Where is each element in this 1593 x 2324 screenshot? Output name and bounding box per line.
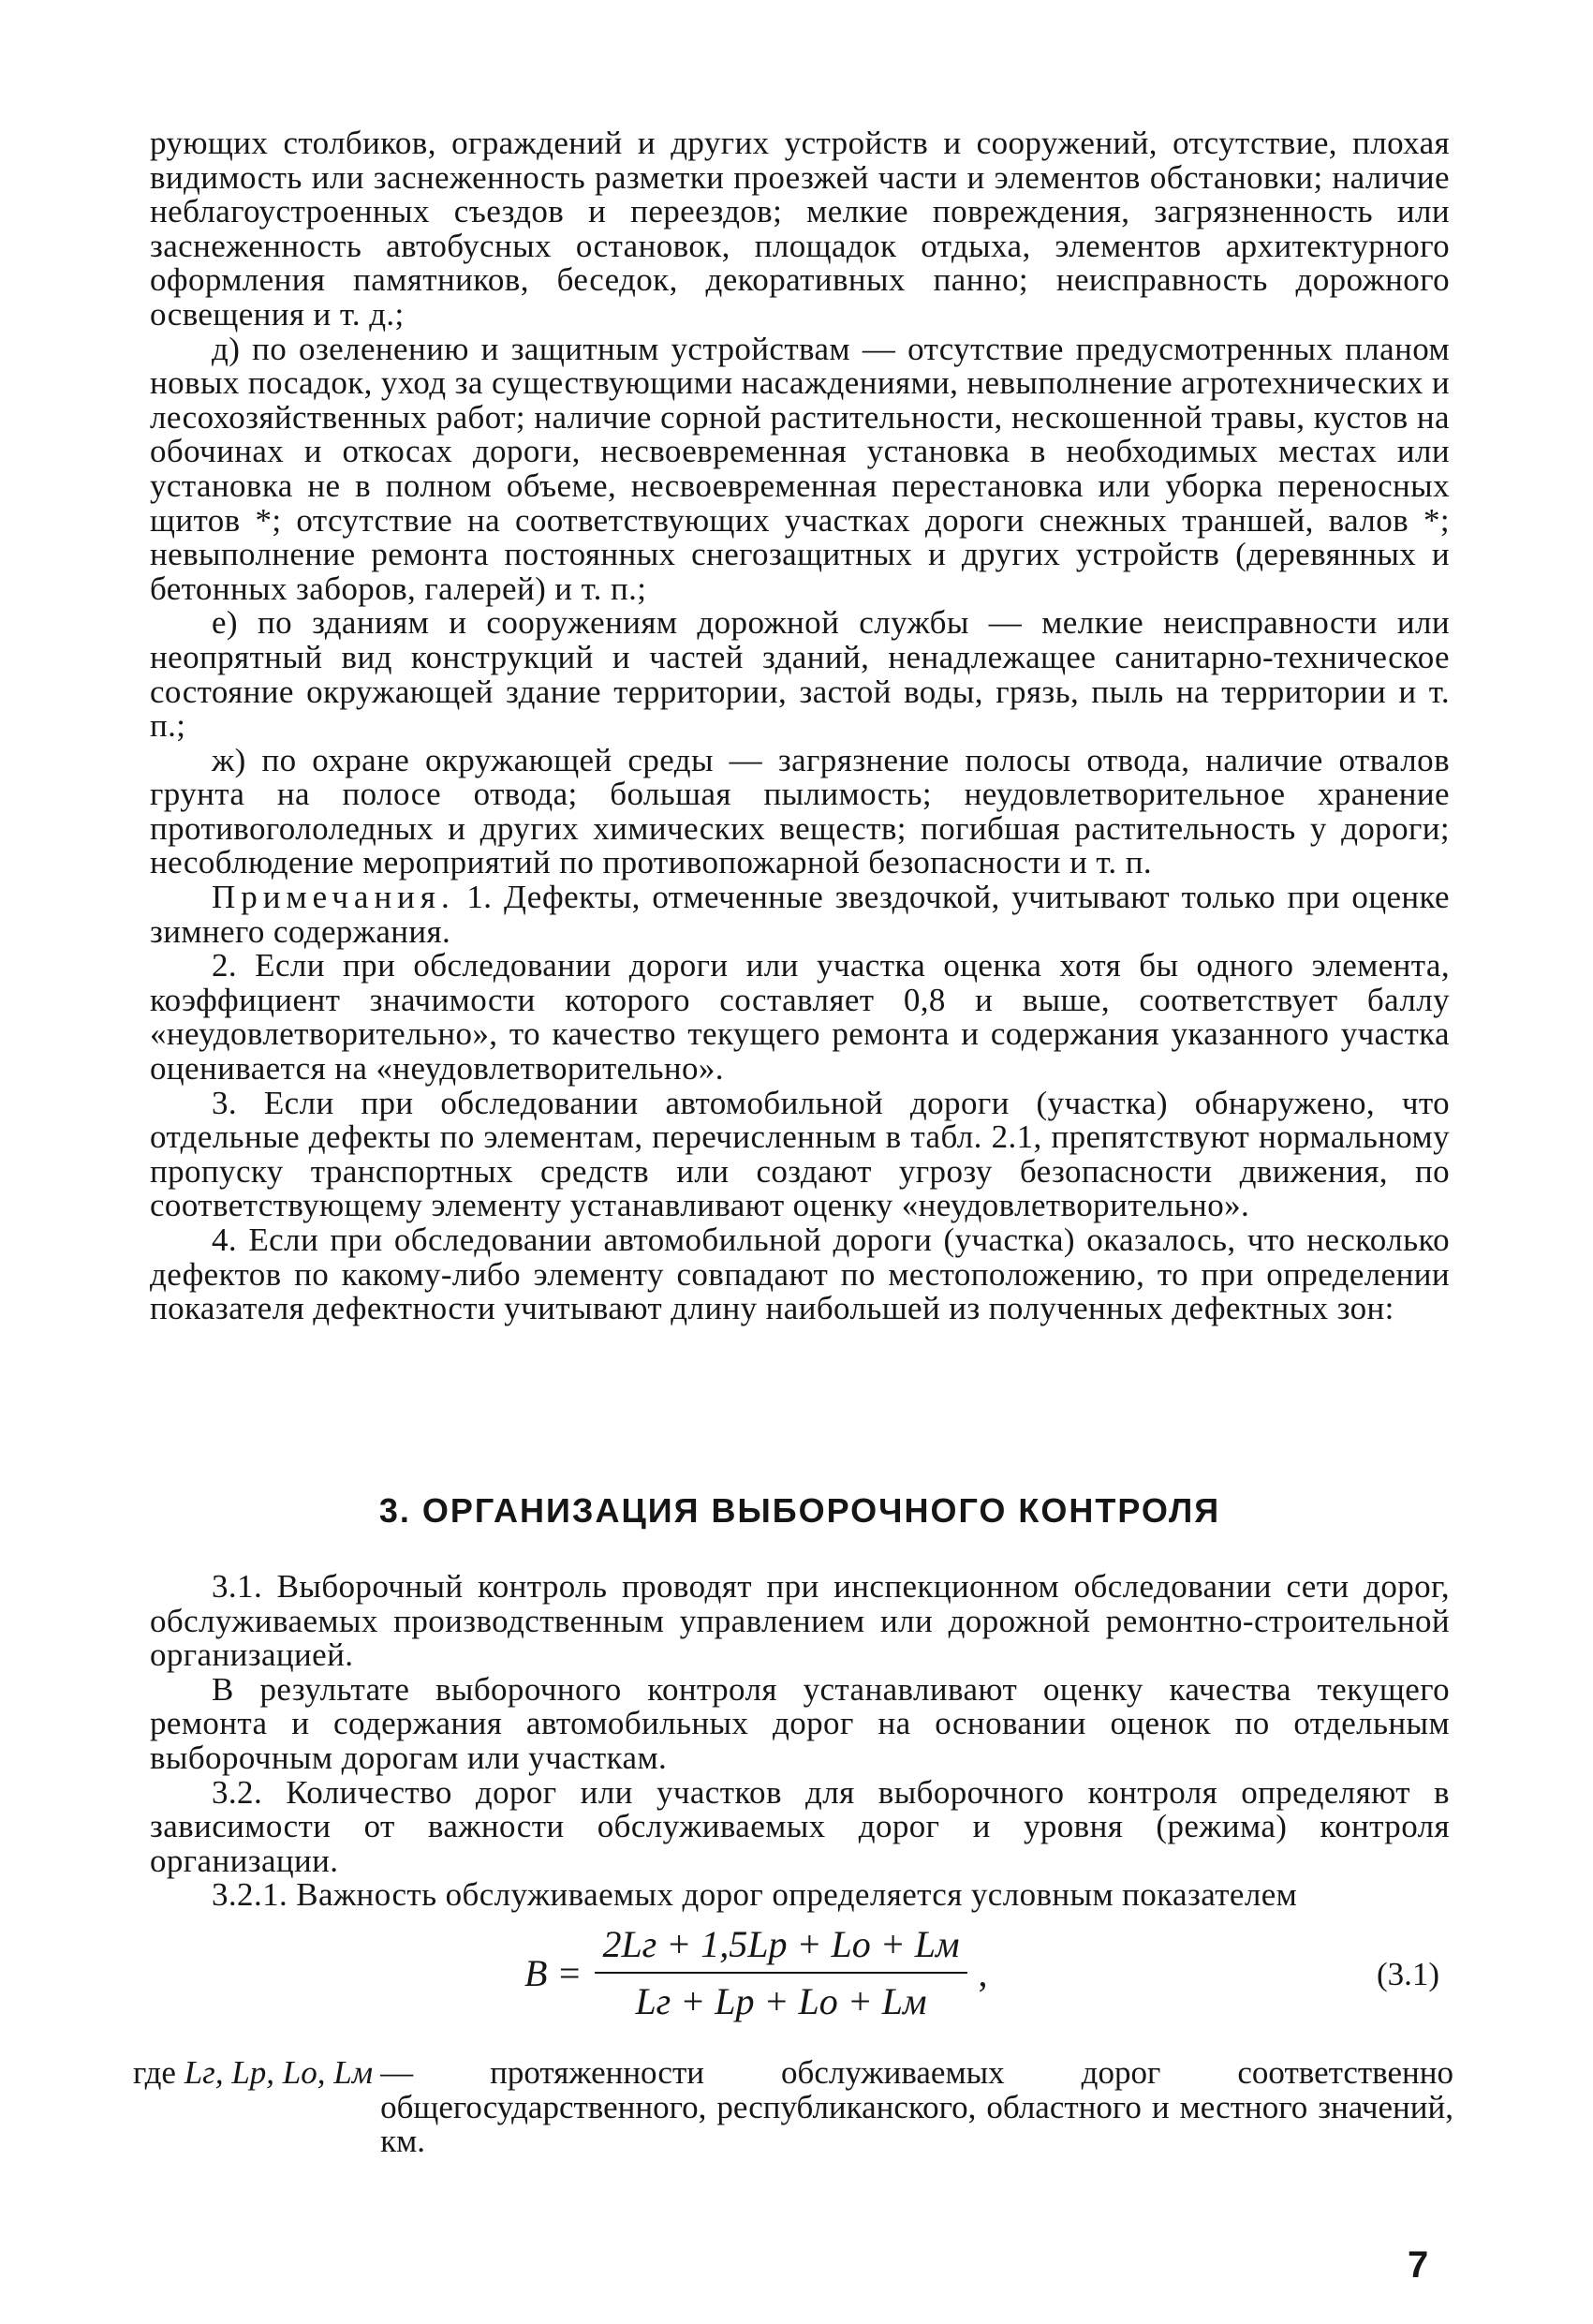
note-1: 1. Дефекты, отмеченные звездочкой, учитывают только при оценке зимнего содержания.: [150, 879, 1450, 950]
note-3: 3. Если при обследовании автомобильной дороги (участка) обнаружено, что отдельные дефекты по элементам, перечисленным в табл. 2.1, препятствуют нормальному пропуску транспортных средств или создают угрозу безопасности движения, по соответствующему элементу устанавливают оценку «неудовлетворительно».: [150, 1084, 1450, 1224]
paragraph-continuation: рующих столбиков, ограждений и других устройств и сооружений, отсутствие, плохая видимость или заснеженность разметки проезжей части и элементов обстановки; наличие неблагоустроенных съездов и переездов; мелкие повреждения, загрязненность или заснеженность автобусных остановок, площадок отдыха, элементов архитектурного оформления памятников, беседок, декоративных панно; неисправность дорожного освещения и т. д.;: [150, 125, 1450, 333]
note-2: 2. Если при обследовании дороги или участка оценка хотя бы одного элемента, коэффициент значимости которого составляет 0,8 и выше, соответствует баллу «неудовлетворительно», то качество текущего ремонта и содержания указанного участка оценивается на «неудовлетворительно».: [150, 947, 1450, 1088]
paragraph-3-2-1: 3.2.1. Важность обслуживаемых дорог определяется условным показателем: [212, 1876, 1298, 1914]
section-heading: 3. ОРГАНИЗАЦИЯ ВЫБОРОЧНОГО КОНТРОЛЯ: [378, 1491, 1221, 1530]
note-4: 4. Если при обследовании автомобильной дороги (участка) оказалось, что несколько дефектов по какому-либо элементу совпадают по местоположению, то при определении показателя дефектности учитывают длину наибольшей из полученных дефектных зон:: [150, 1221, 1450, 1327]
paragraph-item-zh: ж) по охране окружающей среды — загрязнение полосы отвода, наличие отвалов грунта на полосе отвода; большая пылимость; неудовлетворительное хранение противогололедных и других химических веществ; погибшая растительность у дороги; несоблюдение мероприятий по противопожарной безопасности и т. п.: [150, 741, 1450, 881]
formula-comma: ,: [978, 1951, 988, 1994]
where-block: [133, 2056, 1453, 2159]
section-body: [150, 1570, 1450, 1913]
equation-number: (3.1): [1377, 1956, 1440, 1992]
where-vars: [133, 2056, 380, 2159]
paragraph-result: В результате выборочного контроля устанавливают оценку качества текущего ремонта и содержания автомобильных дорог на основании оценок по отдельным выборочным дорогам или участкам.: [150, 1670, 1450, 1776]
where-definition: — протяженности обслуживаемых дорог соответственно общегосударственного, республиканского, областного и местного значений, км.: [380, 2054, 1453, 2160]
paragraph-3-2: 3.2. Количество дорог или участков для выборочного контроля определяют в зависимости от важности обслуживаемых дорог и уровня (режима) контроля организации.: [150, 1773, 1450, 1879]
paragraph-item-e: е) по зданиям и сооружениям дорожной службы — мелкие неисправности или неопрятный вид конструкций и частей зданий, ненадлежащее санитарно-техническое состояние окружающей здание территории, застой воды, грязь, пыль на территории и т. п.;: [150, 604, 1450, 745]
notes-label: Примечания.: [212, 879, 455, 916]
notes-paragraph: [150, 881, 1450, 949]
page-number: 7: [1408, 2244, 1429, 2286]
variable-list: Lг, Lр, Lо, Lм: [184, 2054, 374, 2091]
formula-fraction: [595, 1922, 966, 2023]
paragraph-3-1: 3.1. Выборочный контроль проводят при инспекционном обследовании сети дорог, обслуживаемых производственным управлением или дорожной ремонтно-строительной организацией.: [150, 1568, 1450, 1674]
where-prefix: где: [133, 2054, 176, 2091]
body-text: [150, 126, 1450, 1326]
paragraph-item-d: д) по озеленению и защитным устройствам — отсутствие предусмотренных планом новых посадок, уход за существующими насаждениями, невыполнение агротехнических и лесохозяйственных работ; наличие сорной растительности, нескошенной травы, кустов на обочинах и откосах дороги, несвоевременная установка в необходимых местах или установка не в полном объеме, несвоевременная перестановка или уборка переносных щитов *; отсутствие на соответствующих участках дороги снежных траншей, валов *; невыполнение ремонта постоянных снегозащитных и других устройств (деревянных и бетонных заборов, галерей) и т. п.;: [150, 330, 1451, 607]
formula-numerator: 2Lг + 1,5Lр + Lо + Lм: [602, 1923, 960, 1965]
formula-denominator: Lг + Lр + Lо + Lм: [635, 1980, 927, 2022]
formula-lhs: B =: [524, 1951, 583, 1994]
formula-3-1: [524, 1923, 988, 2022]
